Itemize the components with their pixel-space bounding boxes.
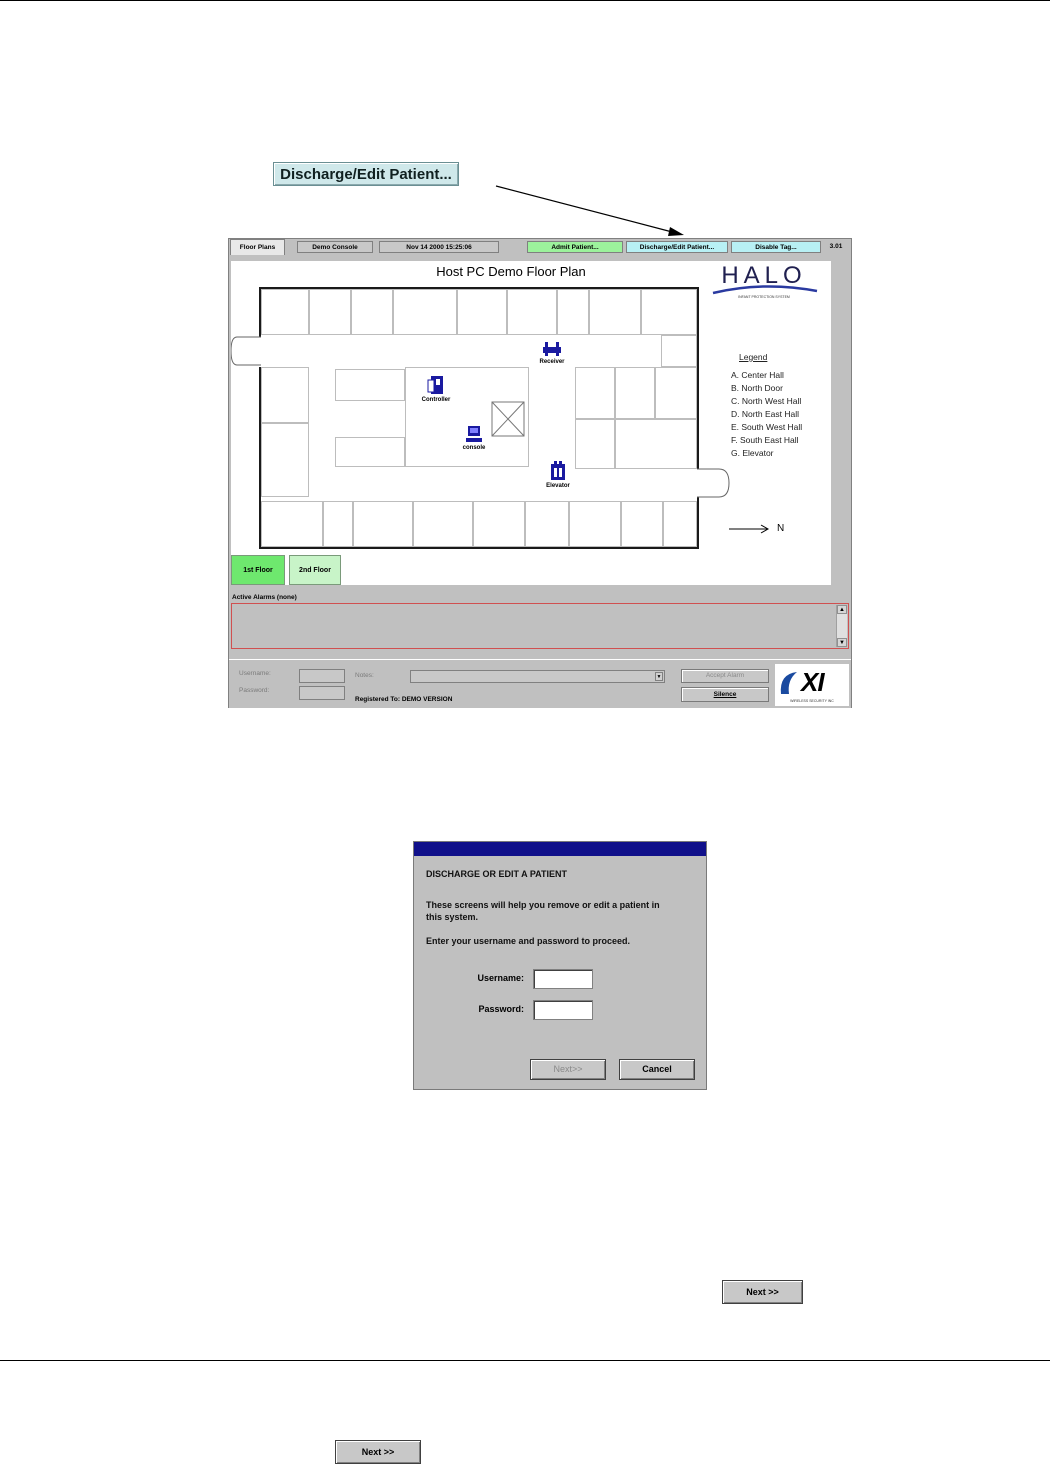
room (663, 501, 697, 547)
room (335, 369, 405, 401)
receiver-device[interactable] (527, 341, 577, 365)
bottom-control-panel (229, 659, 851, 708)
dropdown-arrow-icon[interactable]: ▼ (656, 674, 662, 680)
receiver-label: Receiver (539, 359, 565, 365)
halo-logo (709, 263, 819, 303)
room (621, 501, 663, 547)
computer-icon (465, 425, 483, 443)
dialog-description-line: this system. (426, 912, 479, 922)
app-tab-bar (229, 239, 851, 255)
room (589, 289, 641, 335)
room (457, 289, 507, 335)
room (615, 419, 697, 469)
alarms-scrollbar[interactable] (836, 605, 847, 647)
dialog-instruction: Enter your username and password to proceed. (426, 936, 631, 946)
discharge-edit-dialog (413, 841, 707, 1090)
elevator-device[interactable] (533, 461, 583, 489)
scroll-up-icon[interactable]: ▲ (837, 605, 847, 614)
room (661, 335, 697, 367)
next-button[interactable]: Next >> (722, 1280, 803, 1304)
room (569, 501, 621, 547)
tab-console[interactable]: Demo Console (297, 241, 373, 253)
datetime-display: Nov 14 2000 15:25:06 (379, 241, 499, 253)
east-door-icon (695, 465, 731, 501)
disable-tag-button[interactable]: Disable Tag... (731, 241, 821, 253)
scroll-down-icon[interactable]: ▼ (837, 638, 847, 647)
discharge-edit-patient-tab-button[interactable]: Discharge/Edit Patient... (626, 241, 728, 253)
elevator-icon (549, 461, 567, 481)
floor-plan-title: Host PC Demo Floor Plan (436, 264, 586, 279)
receiver-icon (541, 341, 563, 357)
silence-button[interactable]: Silence (681, 687, 769, 702)
password-label: Password: (239, 687, 270, 694)
legend-item: G. Elevator (731, 448, 774, 458)
legend-item: A. Center Hall (731, 370, 784, 380)
next-button-bottom[interactable]: Next >> (335, 1440, 421, 1464)
halo-tagline: INFANT PROTECTION SYSTEM (738, 295, 790, 299)
first-floor-button[interactable]: 1st Floor (231, 555, 285, 585)
xi-logo-text: XI (801, 667, 824, 697)
controller-icon (427, 375, 445, 395)
wall-right-lower (697, 497, 699, 549)
version-label: 3.01 (823, 241, 849, 253)
active-alarms-label: Active Alarms (none) (232, 594, 297, 601)
compass-arrow-icon (727, 523, 771, 535)
legend-item: E. South West Hall (731, 422, 803, 432)
callout-arrow-icon (490, 178, 690, 240)
room (323, 501, 353, 547)
dialog-cancel-button[interactable]: Cancel (619, 1059, 695, 1080)
room (261, 423, 309, 497)
xi-swirl-icon (777, 668, 801, 698)
room (309, 289, 351, 335)
room (575, 367, 615, 419)
room (615, 367, 655, 419)
dialog-next-button[interactable]: Next>> (530, 1059, 606, 1080)
room (335, 437, 405, 467)
room (525, 501, 569, 547)
room (261, 367, 309, 423)
room (507, 289, 557, 335)
wall-bottom (259, 547, 699, 549)
room (641, 289, 697, 335)
room (351, 289, 393, 335)
console-label: console (462, 445, 486, 451)
dialog-heading: DISCHARGE OR EDIT A PATIENT (426, 869, 568, 879)
username-label: Username: (239, 670, 271, 677)
discharge-edit-patient-button[interactable]: Discharge/Edit Patient... (273, 162, 459, 186)
xi-logo-tagline: WIRELESS SECURITY INC (790, 699, 834, 703)
room (413, 501, 473, 547)
dialog-password-label: Password: (478, 1004, 524, 1014)
dialog-description-line: These screens will help you remove or edit a patient in (426, 900, 660, 910)
active-alarms-list[interactable] (231, 603, 849, 649)
dialog-username-input[interactable] (533, 969, 593, 989)
room (655, 367, 697, 419)
dialog-titlebar (414, 842, 706, 856)
legend-item: C. North West Hall (731, 396, 802, 406)
room (557, 289, 589, 335)
legend-item: B. North Door (731, 383, 783, 393)
notes-label: Notes: (355, 672, 374, 679)
registered-to-label: Registered To: DEMO VERSION (355, 696, 453, 703)
controller-device[interactable] (411, 375, 461, 403)
room (393, 289, 457, 335)
second-floor-button[interactable]: 2nd Floor (289, 555, 341, 585)
admit-patient-button[interactable]: Admit Patient... (527, 241, 623, 253)
floor-plan-canvas (231, 261, 831, 585)
legend-title: Legend (739, 352, 768, 362)
north-door-icon (231, 333, 263, 369)
tab-floor-plans[interactable]: Floor Plans (230, 239, 285, 255)
password-input[interactable] (299, 686, 345, 700)
halo-logo-text: HALO (721, 262, 807, 289)
halo-app-window (228, 238, 852, 708)
page-top-rule (0, 0, 1050, 1)
floor-legend (731, 351, 802, 460)
legend-item: D. North East Hall (731, 409, 800, 419)
room (353, 501, 413, 547)
compass-label: N (777, 523, 785, 534)
room (261, 289, 309, 335)
dialog-username-label: Username: (477, 973, 524, 983)
xi-logo (775, 664, 849, 706)
wall-right-upper (697, 287, 699, 469)
controller-label: Controller (421, 397, 451, 403)
accept-alarm-button[interactable]: Accept Alarm (681, 669, 769, 683)
notes-dropdown[interactable] (410, 670, 665, 683)
username-input[interactable] (299, 669, 345, 683)
room (473, 501, 525, 547)
legend-item: F. South East Hall (731, 435, 799, 445)
console-device[interactable] (449, 425, 499, 451)
section-divider (0, 1360, 1050, 1361)
elevator-label: Elevator (546, 483, 570, 489)
dialog-password-input[interactable] (533, 1000, 593, 1020)
room (261, 501, 323, 547)
